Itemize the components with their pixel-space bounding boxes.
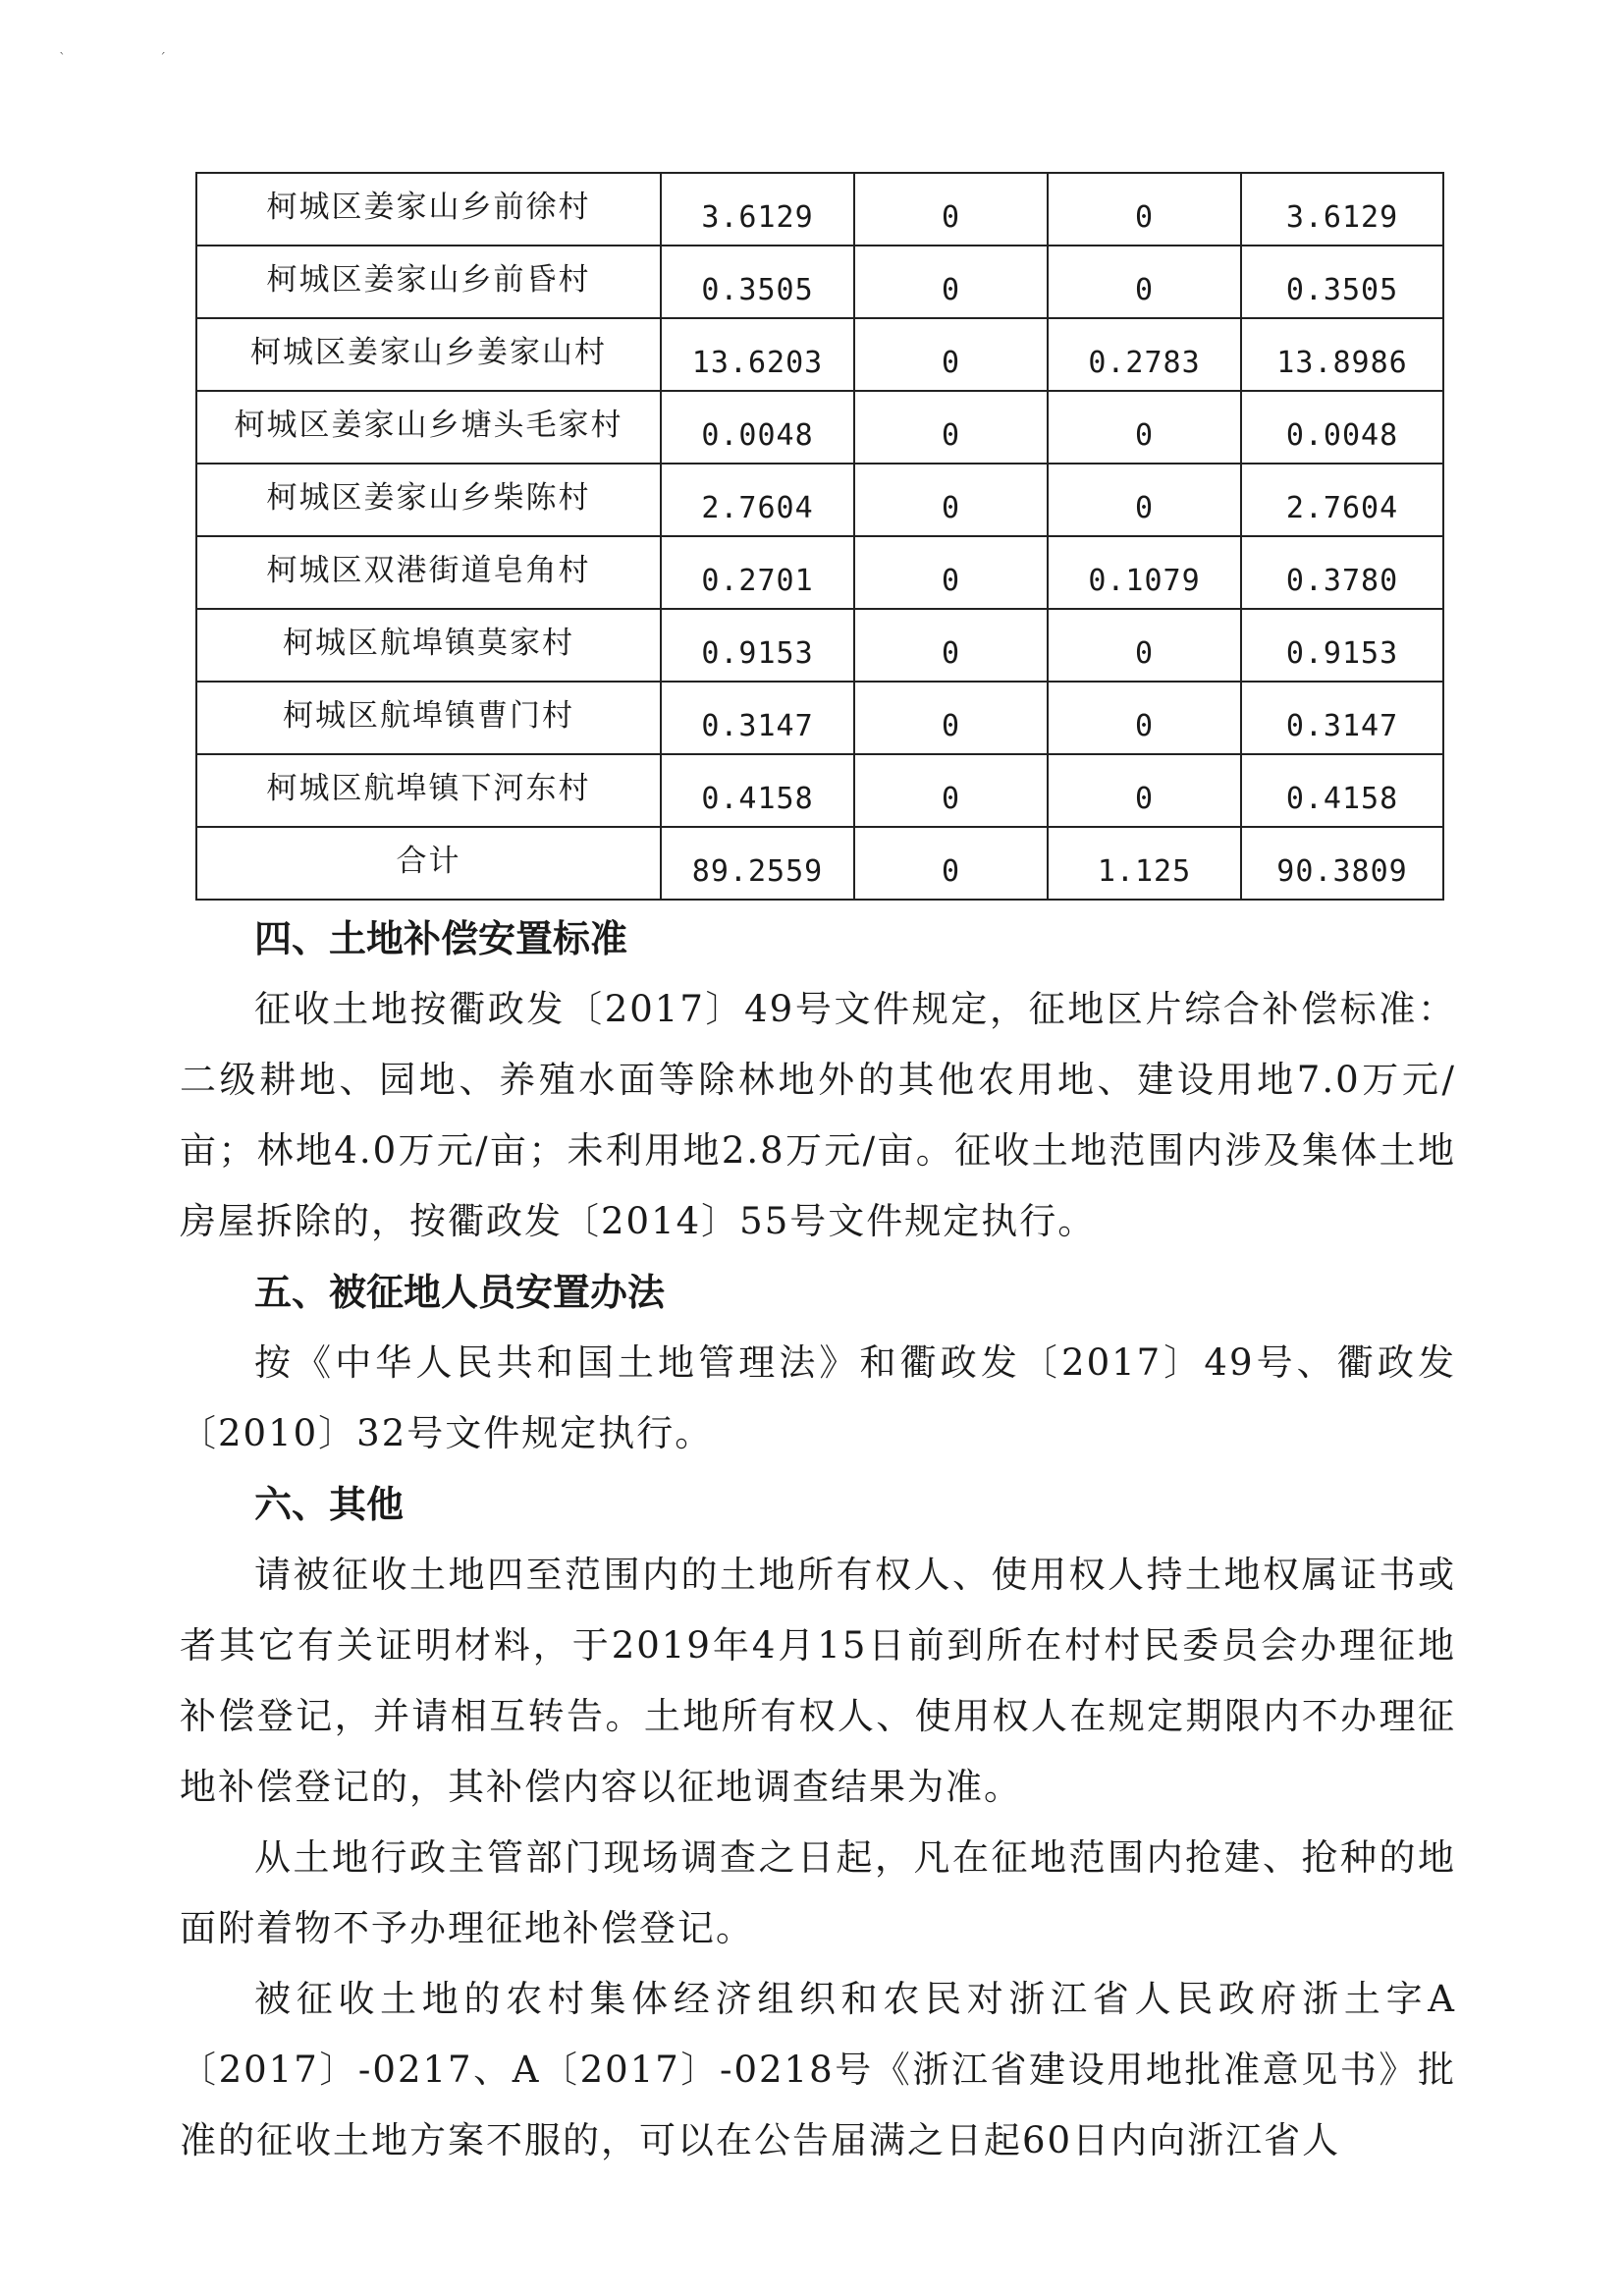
village-name: 柯城区航埠镇下河东村: [266, 770, 591, 806]
village-name: 合计: [396, 843, 461, 879]
table-row: [196, 464, 1443, 536]
area-value: 0: [1134, 635, 1155, 671]
section-4-heading: 四、土地补偿安置标准: [254, 917, 628, 960]
area-value-cell: [661, 536, 854, 609]
table-row: [196, 391, 1443, 464]
area-value-cell: [854, 246, 1048, 318]
area-value-cell: [1048, 682, 1241, 754]
area-value-cell: [1241, 827, 1443, 900]
area-value-cell: [1241, 391, 1443, 464]
area-value: 0: [941, 781, 961, 816]
section-5-heading: 五、被征地人员安置办法: [254, 1271, 666, 1314]
area-value: 0: [941, 853, 961, 889]
section-4-paragraph: 征收土地按衢政发〔2017〕49号文件规定，征地区片综合补偿标准：二级耕地、园地、养殖水面等除林地外的其他农用地、建设用地7.0万元/亩；林地4.0万元/亩；未利用地2.8万元/亩。征收土地范围内涉及集体土地房屋拆除的，按衢政发〔2014〕55号文件规定执行。: [180, 988, 1456, 1242]
area-value: 2.7604: [701, 490, 814, 525]
area-value: 0.9153: [701, 635, 814, 671]
area-value: 0.4158: [1285, 781, 1399, 816]
section-5-paragraph: 按《中华人民共和国土地管理法》和衢政发〔2017〕49号、衢政发〔2010〕32号文件规定执行。: [180, 1341, 1456, 1454]
table-row: [196, 318, 1443, 391]
area-value: 2.7604: [1285, 490, 1399, 525]
area-value-cell: [1048, 464, 1241, 536]
area-value: 0.3147: [701, 708, 814, 743]
area-value: 0: [941, 417, 961, 453]
area-value-cell: [1241, 536, 1443, 609]
table-row: [196, 536, 1443, 609]
area-value-cell: [1241, 246, 1443, 318]
area-value-cell: [1048, 391, 1241, 464]
area-value-cell: [661, 609, 854, 682]
area-value-cell: [661, 391, 854, 464]
village-name-cell: [196, 246, 661, 318]
area-value-cell: [1241, 173, 1443, 246]
village-name-cell: [196, 827, 661, 900]
area-value-cell: [1241, 464, 1443, 536]
area-value-cell: [854, 827, 1048, 900]
village-name: 柯城区姜家山乡姜家山村: [250, 334, 607, 370]
area-value: 0: [1134, 490, 1155, 525]
area-value: 0.2783: [1088, 345, 1201, 380]
village-name: 柯城区姜家山乡塘头毛家村: [234, 407, 623, 443]
area-value: 0.9153: [1285, 635, 1399, 671]
area-value: 0: [941, 199, 961, 235]
area-value: 0: [941, 272, 961, 307]
table-row: [196, 246, 1443, 318]
area-value: 0.4158: [701, 781, 814, 816]
area-value: 3.6129: [701, 199, 814, 235]
area-value-cell: [661, 173, 854, 246]
table-row: [196, 754, 1443, 827]
area-value: 0: [1134, 199, 1155, 235]
area-value: 0: [941, 490, 961, 525]
area-value: 0.0048: [701, 417, 814, 453]
area-value-cell: [854, 391, 1048, 464]
village-name-cell: [196, 754, 661, 827]
village-name-cell: [196, 173, 661, 246]
area-value: 13.6203: [691, 345, 824, 380]
area-value-cell: [661, 754, 854, 827]
village-name: 柯城区双港街道皂角村: [266, 552, 591, 588]
area-value: 0: [941, 345, 961, 380]
area-value: 0: [1134, 417, 1155, 453]
area-value: 0: [1134, 272, 1155, 307]
area-value-cell: [854, 536, 1048, 609]
area-value-cell: [661, 318, 854, 391]
village-name: 柯城区姜家山乡柴陈村: [266, 479, 591, 516]
section-6-paragraph-3: 被征收土地的农村集体经济组织和农民对浙江省人民政府浙土字A〔2017〕-0217、A〔2017〕-0218号《浙江省建设用地批准意见书》批准的征收土地方案不服的，可以在公告届满之日起60日内向浙江省人: [180, 1978, 1456, 2161]
area-value-cell: [1048, 609, 1241, 682]
area-value-cell: [854, 609, 1048, 682]
area-value-cell: [1048, 827, 1241, 900]
section-6-heading: 六、其他: [254, 1483, 405, 1526]
area-value-cell: [854, 318, 1048, 391]
area-value-cell: [854, 464, 1048, 536]
area-value-cell: [661, 464, 854, 536]
village-name-cell: [196, 318, 661, 391]
village-name-cell: [196, 391, 661, 464]
area-value-cell: [1048, 754, 1241, 827]
village-name: 柯城区航埠镇莫家村: [283, 625, 574, 661]
area-value: 0.0048: [1285, 417, 1399, 453]
village-name-cell: [196, 536, 661, 609]
area-value: 3.6129: [1285, 199, 1399, 235]
village-name: 柯城区姜家山乡前徐村: [266, 189, 591, 225]
area-value: 89.2559: [691, 853, 824, 889]
area-value-cell: [1241, 318, 1443, 391]
area-value-cell: [854, 682, 1048, 754]
area-value-cell: [1048, 173, 1241, 246]
area-value: 0.2701: [701, 563, 814, 598]
area-value-cell: [661, 682, 854, 754]
section-6-paragraph-1: 请被征收土地四至范围内的土地所有权人、使用权人持土地权属证书或者其它有关证明材料，于2019年4月15日前到所在村村民委员会办理征地补偿登记，并请相互转告。土地所有权人、使用权人在规定期限内不办理征地补偿登记的，其补偿内容以征地调查结果为准。: [180, 1554, 1456, 1808]
area-value: 13.8986: [1276, 345, 1408, 380]
village-name: 柯城区姜家山乡前昏村: [266, 261, 591, 298]
section-6-paragraph-2: 从土地行政主管部门现场调查之日起，凡在征地范围内抢建、抢种的地面附着物不予办理征地补偿登记。: [180, 1836, 1456, 1949]
village-name: 柯城区航埠镇曹门村: [283, 697, 574, 734]
land-acquisition-table: [195, 172, 1444, 901]
table-row: [196, 173, 1443, 246]
area-value: 0: [941, 563, 961, 598]
area-value: 0.3147: [1285, 708, 1399, 743]
area-value-cell: [1241, 682, 1443, 754]
area-value-cell: [854, 754, 1048, 827]
area-value: 1.125: [1097, 853, 1192, 889]
area-value-cell: [1241, 754, 1443, 827]
village-name-cell: [196, 682, 661, 754]
area-value: 0.1079: [1088, 563, 1201, 598]
area-value-cell: [1048, 246, 1241, 318]
area-value: 0.3780: [1285, 563, 1399, 598]
table-row: [196, 682, 1443, 754]
area-value: 0: [1134, 781, 1155, 816]
body-text: [180, 903, 1456, 2176]
scan-mark: ˊ: [159, 51, 166, 67]
area-value: 90.3809: [1276, 853, 1408, 889]
area-value: 0: [1134, 708, 1155, 743]
area-value-cell: [854, 173, 1048, 246]
area-value: 0.3505: [1285, 272, 1399, 307]
area-value-cell: [1048, 536, 1241, 609]
table-sum-row: [196, 827, 1443, 900]
area-value-cell: [1048, 318, 1241, 391]
village-name-cell: [196, 464, 661, 536]
area-value-cell: [661, 827, 854, 900]
area-value: 0: [941, 635, 961, 671]
scan-mark: ˋ: [59, 51, 66, 67]
village-name-cell: [196, 609, 661, 682]
area-value: 0.3505: [701, 272, 814, 307]
area-value: 0: [941, 708, 961, 743]
table-row: [196, 609, 1443, 682]
land-table-body: [196, 173, 1443, 900]
area-value-cell: [1241, 609, 1443, 682]
area-value-cell: [661, 246, 854, 318]
